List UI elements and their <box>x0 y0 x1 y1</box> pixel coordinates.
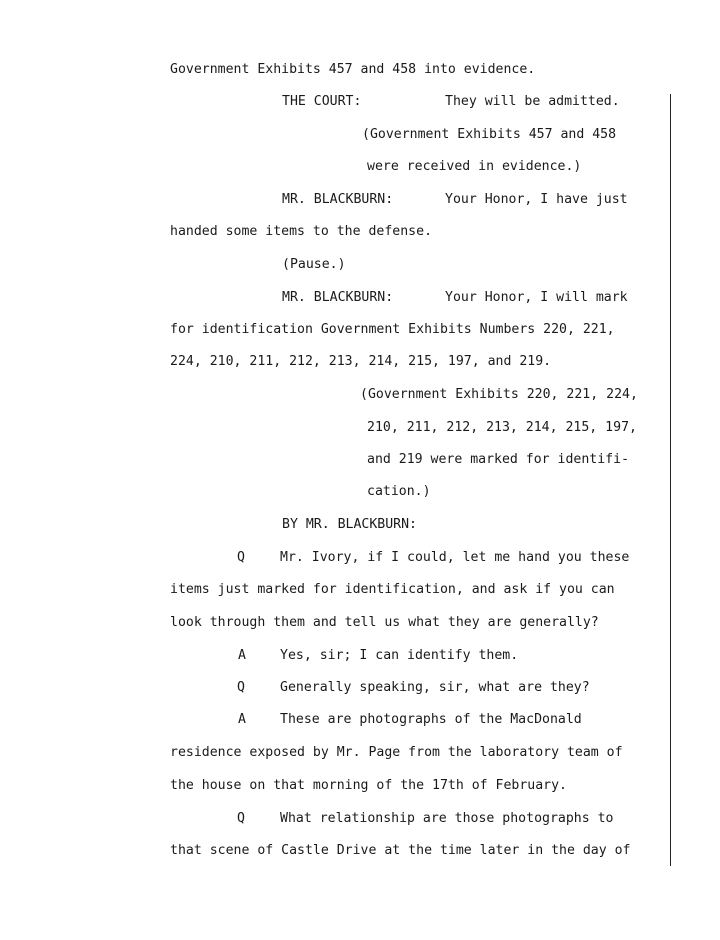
parenthetical-line: and 219 were marked for identifi- <box>367 452 630 467</box>
parenthetical-line: cation.) <box>367 484 431 499</box>
transcript-line: What relationship are those photographs to <box>280 811 614 826</box>
transcript-line: look through them and tell us what they are generally? <box>170 615 599 630</box>
parenthetical-line: (Government Exhibits 457 and 458 <box>362 127 617 142</box>
speaker-label: MR. BLACKBURN: <box>282 290 394 305</box>
transcript-line: 224, 210, 211, 212, 213, 214, 215, 197, and 219. <box>170 354 552 369</box>
transcript-line: They will be admitted. <box>445 94 620 109</box>
transcript-line: items just marked for identification, and ask if you can <box>170 582 615 597</box>
transcript-line: the house on that morning of the 17th of February. <box>170 778 567 793</box>
answer-marker: A <box>238 712 246 727</box>
parenthetical-line: (Pause.) <box>282 257 346 272</box>
question-marker: Q <box>237 680 245 695</box>
transcript-line: that scene of Castle Drive at the time later in the day of <box>170 843 631 858</box>
transcript-line: These are photographs of the MacDonald <box>280 712 582 727</box>
transcript-line: Generally speaking, sir, what are they? <box>280 680 590 695</box>
transcript-line: residence exposed by Mr. Page from the laboratory team of <box>170 745 623 760</box>
examiner-heading: BY MR. BLACKBURN: <box>282 517 417 532</box>
question-marker: Q <box>237 811 245 826</box>
question-marker: Q <box>237 550 245 565</box>
right-margin-rule <box>670 94 671 866</box>
transcript-line: for identification Government Exhibits Numbers 220, 221, <box>170 322 615 337</box>
transcript-line: Government Exhibits 457 and 458 into evidence. <box>170 62 536 77</box>
transcript-line: handed some items to the defense. <box>170 224 433 239</box>
answer-marker: A <box>238 648 246 663</box>
transcript-line: Mr. Ivory, if I could, let me hand you these <box>280 550 630 565</box>
parenthetical-line: (Government Exhibits 220, 221, 224, <box>360 387 638 402</box>
transcript-line: Yes, sir; I can identify them. <box>280 648 519 663</box>
transcript-line: Your Honor, I have just <box>445 192 628 207</box>
speaker-label: MR. BLACKBURN: <box>282 192 394 207</box>
parenthetical-line: 210, 211, 212, 213, 214, 215, 197, <box>367 420 637 435</box>
speaker-label: THE COURT: <box>282 94 362 109</box>
transcript-line: Your Honor, I will mark <box>445 290 628 305</box>
parenthetical-line: were received in evidence.) <box>367 159 582 174</box>
